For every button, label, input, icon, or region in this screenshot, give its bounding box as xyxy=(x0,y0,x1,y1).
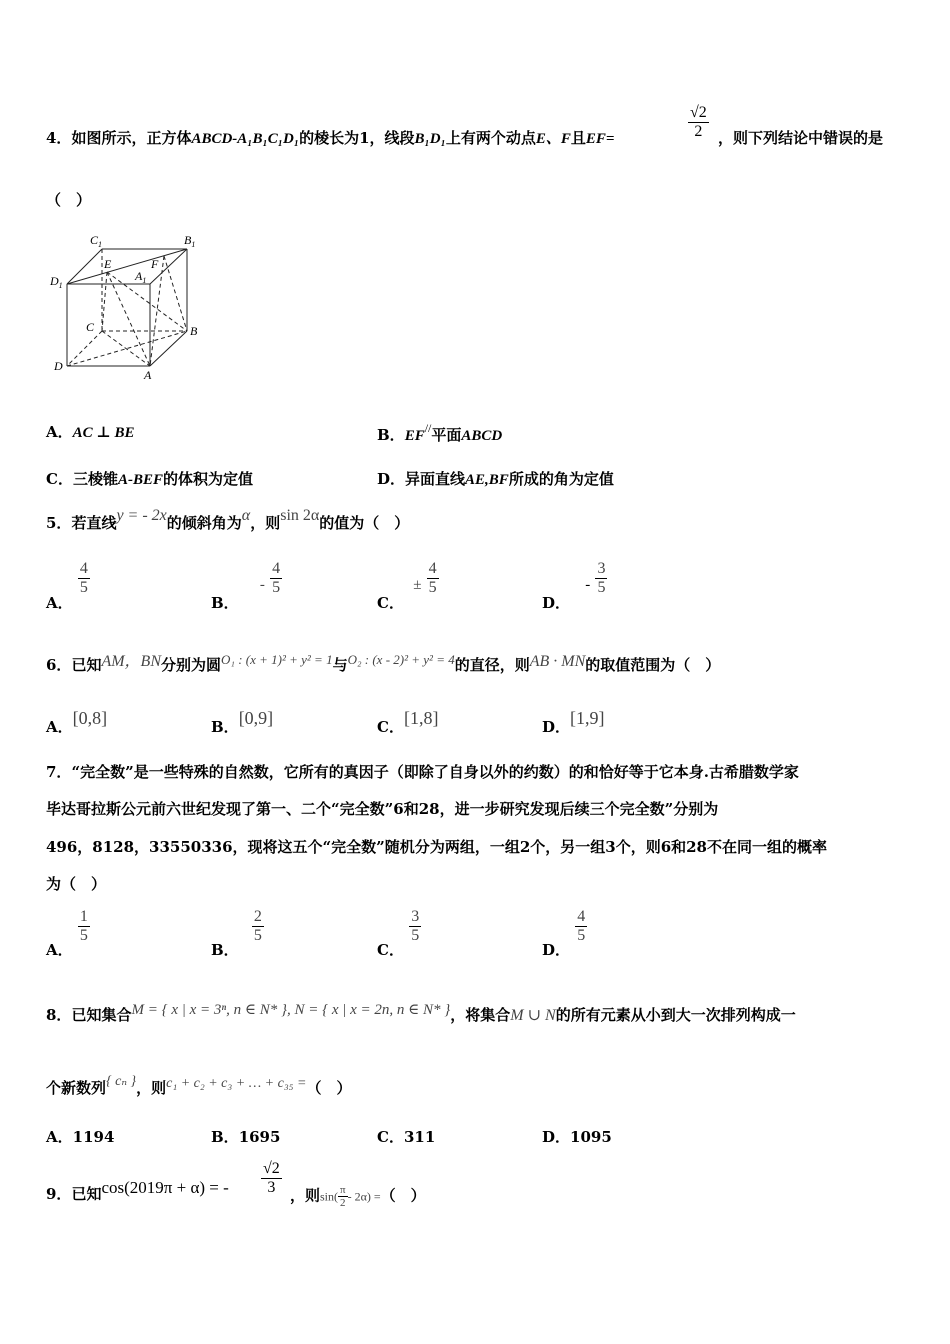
q4-stem-end: ，则下列结论中错误的是 xyxy=(718,129,884,147)
q8-stem-1: 8．已知集合M = { x | x = 3ⁿ, n ∈ N* }, N = { x | x = 2n, n ∈ N* }，将集合M ∪ N的所有元素从小到大一次排列构成一 xyxy=(46,1002,796,1024)
q7-option-c[interactable]: C． $\frac{3}{5}$ xyxy=(377,908,420,959)
q4-option-d[interactable]: D．异面直线AE,BF所成的角为定值 xyxy=(377,470,614,488)
q7-option-d[interactable]: D． $\frac{4}{5}$ xyxy=(542,908,586,959)
label-b: B xyxy=(190,324,198,338)
q8-option-d[interactable]: D．1095 xyxy=(542,1128,612,1146)
label-c: C xyxy=(86,320,95,334)
q5-stem: 5．若直线y = - 2x的倾斜角为α，则sin 2α的值为（ ） xyxy=(46,507,410,532)
q7-line-3: 496，8128，33550336，现将这五个“完全数”随机分为两组，一组2个，另一组3个，则6和28不在同一组的概率 xyxy=(46,838,828,856)
label-c1: $C_1$ xyxy=(90,233,103,249)
label-a: A xyxy=(144,368,152,382)
q7-line-2: 毕达哥拉斯公元前六世纪发现了第一、二个“完全数”6和28，进一步研究发现后续三个完全数”分别为 xyxy=(46,800,719,818)
q4-option-a[interactable]: A．AC ⊥ BE xyxy=(46,423,135,441)
q9-fraction: $\frac{√2}{3}$ xyxy=(263,1160,280,1196)
label-b1: $B_1$ xyxy=(184,233,196,249)
q9-stem-end: ，则sin( $\frac{\pi}{2}$ - 2α) =（ ） xyxy=(290,1184,426,1209)
label-f: F xyxy=(151,257,159,271)
q6-stem: 6．已知AM，BN分别为圆O₁ : (x + 1)² + y² = 1与O₂ : (x - 2)² + y² = 4的直径，则AB · MN的取值范围为（ ） xyxy=(46,652,721,674)
q7-line-4: 为（ ） xyxy=(46,875,107,893)
q4-ef-fraction: $\frac{√2}{2}$ xyxy=(690,104,707,140)
q6-option-b[interactable]: B．[0,9] xyxy=(211,708,274,736)
q5-option-c[interactable]: C． ± $\frac{4}{5}$ xyxy=(377,560,437,612)
label-d: D xyxy=(54,359,63,373)
q4-paren: （ ） xyxy=(46,191,92,209)
q7-option-b[interactable]: B． $\frac{2}{5}$ xyxy=(211,908,262,959)
q8-option-c[interactable]: C．311 xyxy=(377,1128,436,1146)
q6-option-d[interactable]: D．[1,9] xyxy=(542,708,605,736)
q5-option-b[interactable]: B． - $\frac{4}{5}$ xyxy=(211,560,281,612)
q8-stem-2: 个新数列{ cₙ }，则c₁ + c₂ + c₃ + … + c₃₅ =（ ） xyxy=(46,1074,352,1097)
cube-figure xyxy=(46,228,216,383)
q6-option-c[interactable]: C．[1,8] xyxy=(377,708,439,736)
label-a1: $A_1$ xyxy=(135,269,147,285)
q7-option-a[interactable]: A． $\frac{1}{5}$ xyxy=(46,908,88,959)
q4-option-b[interactable]: B．EF//平面ABCD xyxy=(377,421,503,444)
q6-option-a[interactable]: A．[0,8] xyxy=(46,708,108,736)
q4-stem: 4．如图所示，正方体ABCD-A₁B₁C₁D₁的棱长为1，线段B₁D₁上有两个动点E、F且EF= xyxy=(46,129,615,147)
q8-option-a[interactable]: A．1194 xyxy=(46,1128,115,1146)
q9-stem: 9．已知cos(2019π + α) = - xyxy=(46,1178,229,1203)
q5-option-d[interactable]: D． - $\frac{3}{5}$ xyxy=(542,560,606,612)
q4-option-c[interactable]: C．三棱锥A-BEF的体积为定值 xyxy=(46,470,253,488)
label-d1: $D_1$ xyxy=(50,274,63,290)
q7-line-1: 7．“完全数”是一些特殊的自然数，它所有的真因子（即除了自身以外的约数）的和恰好等于它本身.古希腊数学家 xyxy=(46,763,799,781)
q5-option-a[interactable]: A． $\frac{4}{5}$ xyxy=(46,560,88,612)
q8-option-b[interactable]: B．1695 xyxy=(211,1128,281,1146)
label-e: E xyxy=(104,257,112,271)
